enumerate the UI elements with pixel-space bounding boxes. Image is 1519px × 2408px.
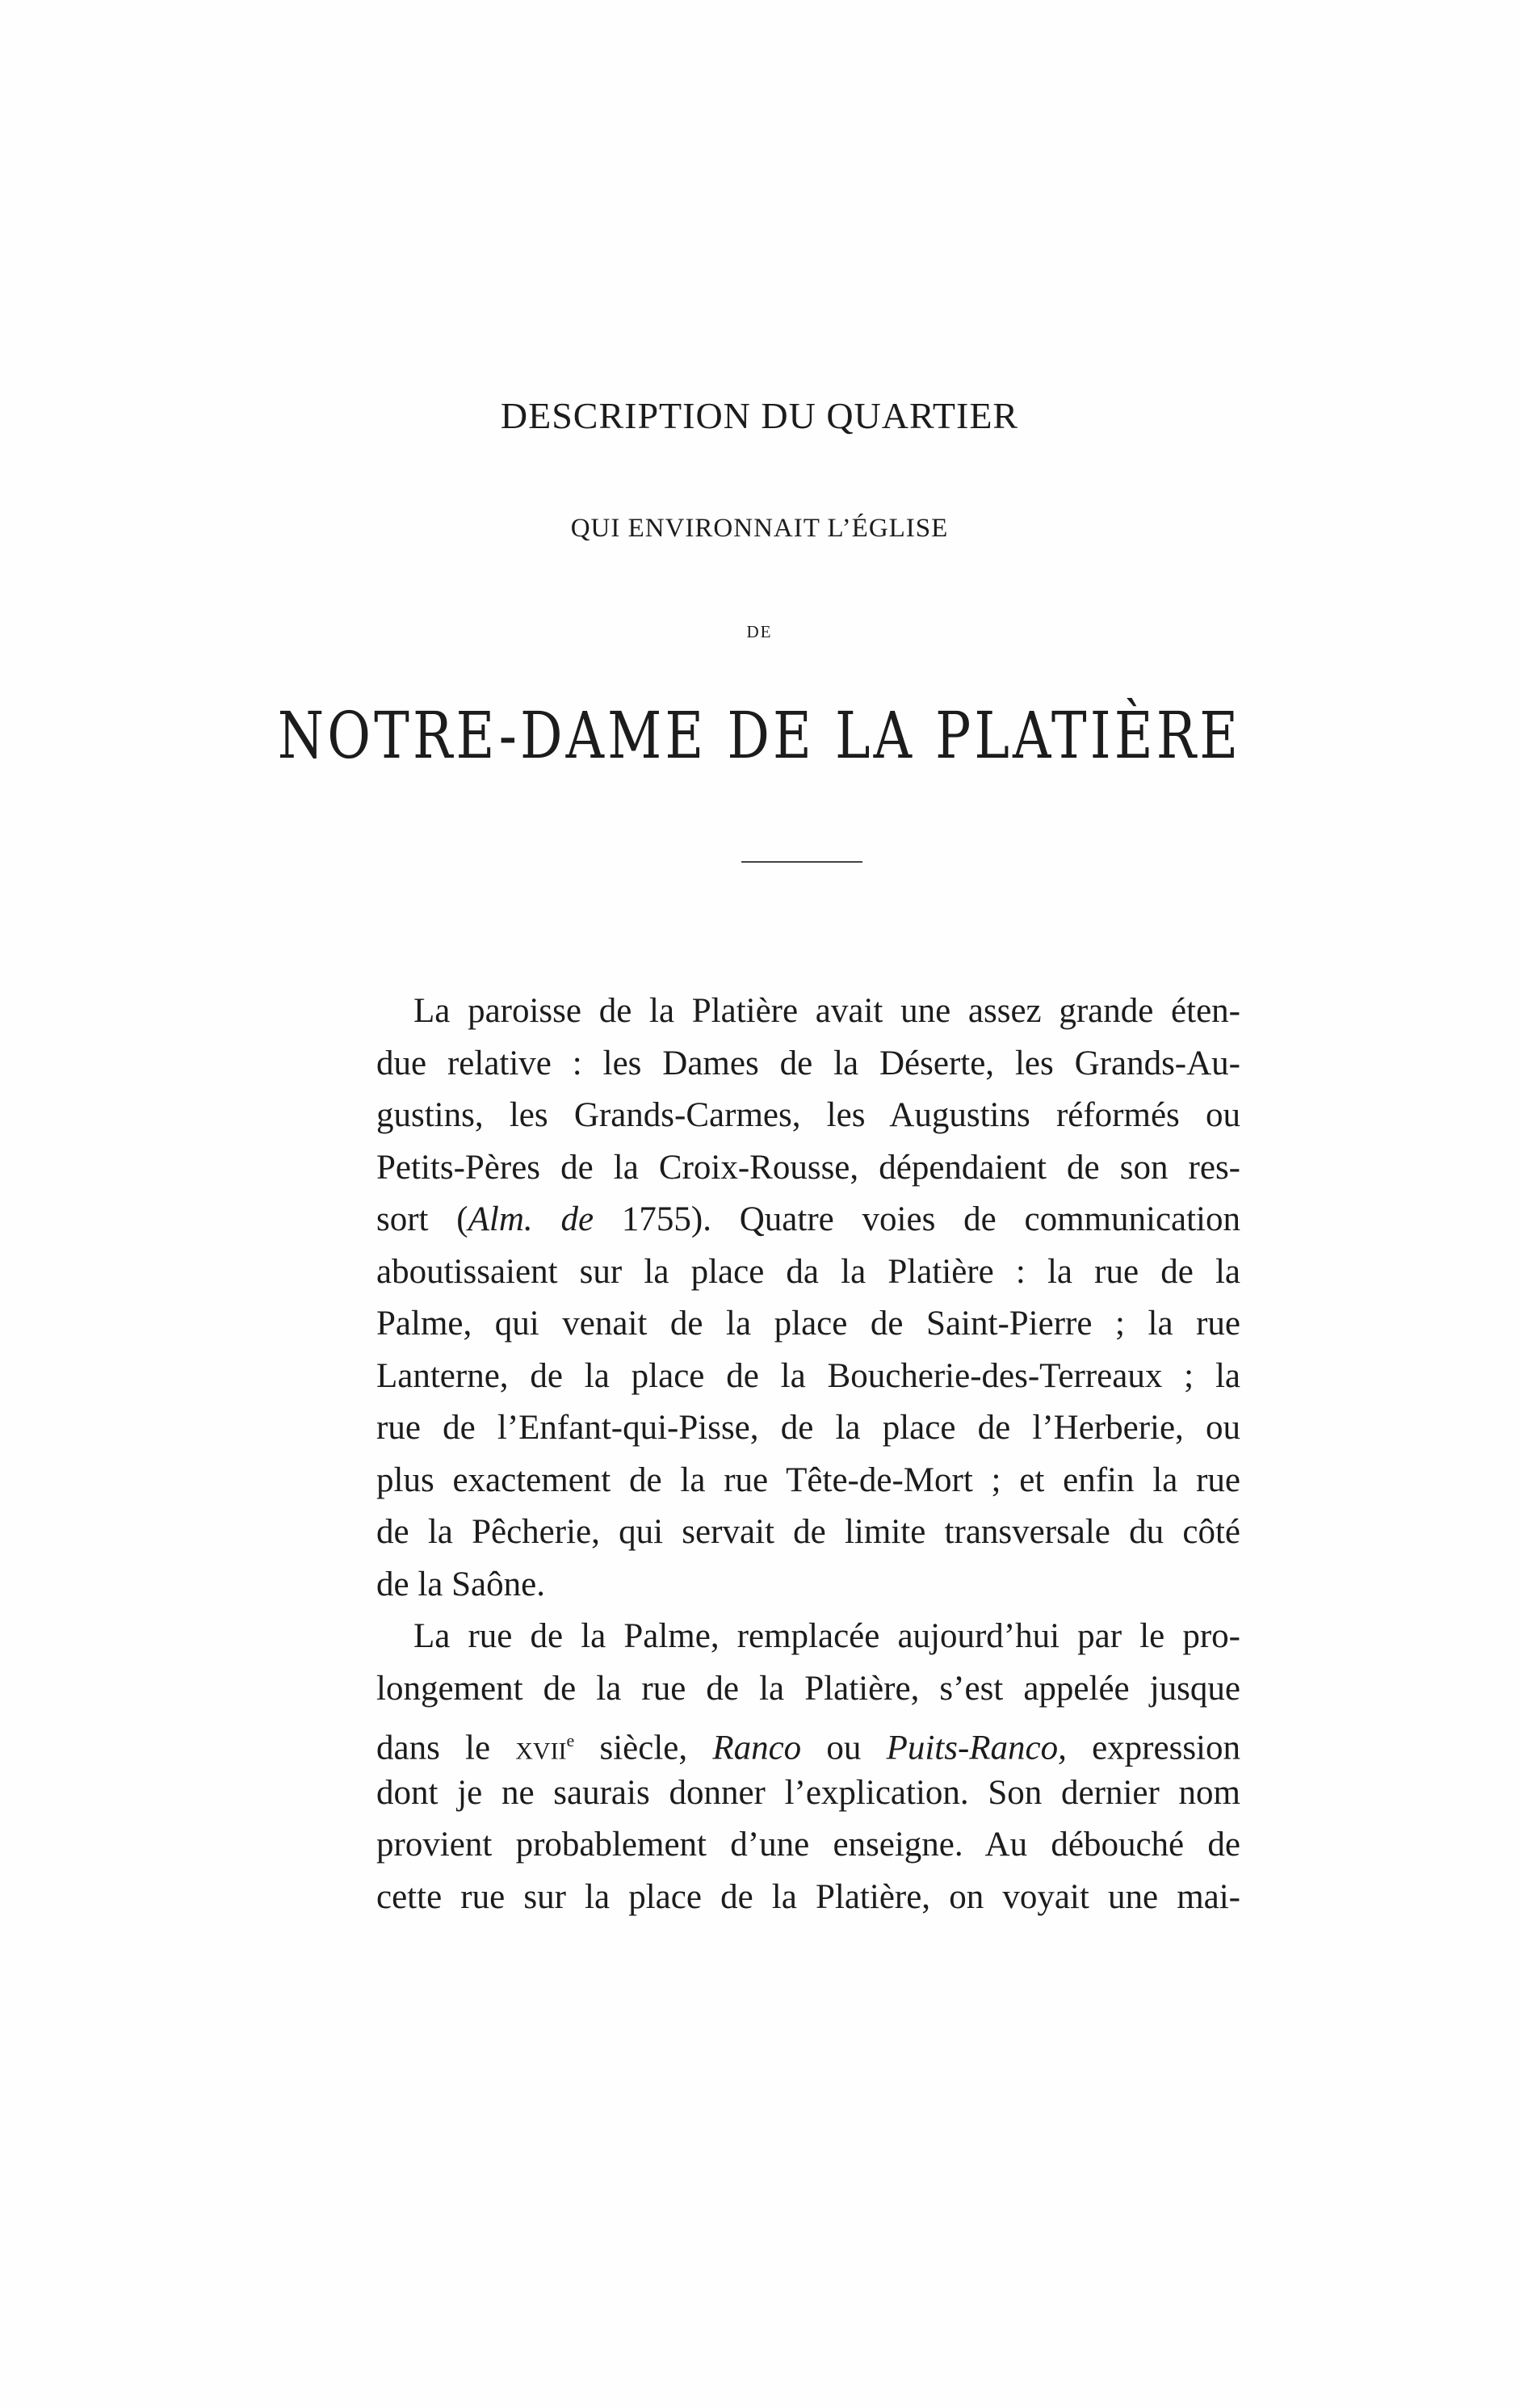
text-line: Palme, qui venait de la place de Saint-Pierre ; la rue — [376, 1305, 1240, 1343]
text-span: 1755). Quatre voies de communication — [594, 1200, 1240, 1238]
text-span: expression — [1066, 1729, 1240, 1767]
text-line: La rue de la Palme, remplacée aujourd’hui par le pro- — [413, 1617, 1240, 1655]
text-line: de la Pêcherie, qui servait de limite transversale du côté — [376, 1513, 1240, 1551]
text-line — [376, 1715, 1240, 1767]
text-line: aboutissaient sur la place da la Platière : la rue de la — [376, 1252, 1240, 1291]
italic-citation: Alm. de — [468, 1200, 594, 1238]
century-numeral: xvii — [515, 1729, 567, 1767]
text-span: ou — [801, 1729, 887, 1767]
paragraph-2 — [376, 1611, 1240, 1923]
chapter-connector: DE — [746, 622, 773, 641]
text-line: Petits-Pères de la Croix-Rousse, dépendaient de son res- — [376, 1148, 1240, 1187]
text-span: sort ( — [376, 1200, 468, 1238]
text-line — [376, 1194, 1240, 1246]
chapter-main-heading: NOTRE-DAME DE LA PLATIÈRE — [277, 698, 1242, 773]
text-span: siècle, — [574, 1729, 713, 1767]
heading-divider — [741, 861, 862, 863]
paragraph-1 — [376, 985, 1240, 1611]
text-line: de la Saône. — [376, 1565, 545, 1603]
text-line: due relative : les Dames de la Déserte, les Grands-Au- — [376, 1044, 1240, 1082]
italic-term: Ranco — [712, 1729, 802, 1767]
chapter-title: DESCRIPTION DU QUARTIER — [500, 395, 1019, 436]
text-line: Lanterne, de la place de la Boucherie-des-Terreaux ; la — [376, 1356, 1240, 1395]
text-line: plus exactement de la rue Tête-de-Mort ; et enfin la rue — [376, 1460, 1240, 1499]
text-line: longement de la rue de la Platière, s’est appelée jusque — [376, 1669, 1240, 1708]
text-line: provient probablement d’une enseigne. Au débouché de — [376, 1826, 1240, 1864]
text-line: rue de l’Enfant-qui-Pisse, de la place de l’Herberie, ou — [376, 1409, 1240, 1447]
text-line: cette rue sur la place de la Platière, on voyait une mai- — [376, 1877, 1240, 1916]
text-line: gustins, les Grands-Carmes, les Augustins réformés ou — [376, 1096, 1240, 1134]
text-line: La paroisse de la Platière avait une assez grande éten- — [413, 992, 1240, 1030]
superscript: e — [566, 1730, 575, 1750]
text-line: dont je ne saurais donner l’explication. Son dernier nom — [376, 1773, 1240, 1812]
text-span: dans le — [376, 1729, 516, 1767]
chapter-subtitle: QUI ENVIRONNAIT L’ÉGLISE — [570, 514, 949, 543]
italic-term: Puits-Ranco, — [886, 1729, 1067, 1767]
body-text — [376, 985, 1240, 1923]
